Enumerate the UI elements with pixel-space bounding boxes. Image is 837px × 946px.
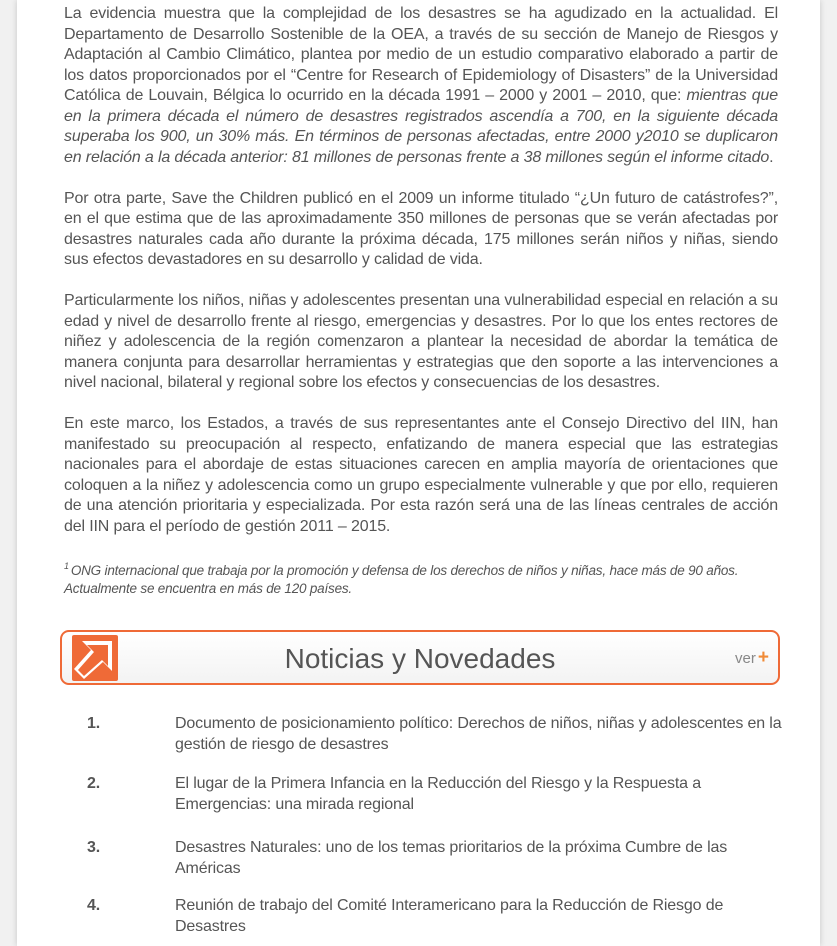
- news-item-number: 1.: [87, 715, 101, 732]
- ver-label: ver: [735, 650, 756, 667]
- news-list: [87, 714, 787, 940]
- news-item-number: 3.: [87, 839, 101, 856]
- paragraph-2: Por otra parte, Save the Children publicó en el 2009 un informe titulado “¿Un futuro de catástrofes?”, en el que estima que de las aproximadamente 350 millones de personas que se verán afectadas por desastres naturales cada año durante la próxima década, 175 millones serán niños y niñas, siendo sus efectos devastadores en su desarrollo y calidad de vida.: [64, 189, 778, 268]
- news-item-number: 2.: [87, 775, 101, 792]
- paragraph-1-quote: mientras que en la primera década el número de desastres registrados ascendía a 700, en la siguiente década superaba los 900, un 30% más. En términos de personas afectadas, entre 2000 y2010 se duplicaron en relación a la década anterior: 81 millones de personas frente a 38 millones según el informe citado: [64, 87, 778, 166]
- news-item-link[interactable]: Reunión de trabajo del Comité Interamericano para la Reducción de Riesgo de Desastres: [175, 897, 724, 935]
- news-title: Noticias y Novedades: [284, 643, 556, 674]
- news-section-header: [60, 630, 780, 685]
- paragraph-1: [64, 4, 778, 168]
- footnote-text: ONG internacional que trabaja por la promoción y defensa de los derechos de niños y niñas, hace más de 90 años. Actualmente se encuentra en más de 120 países.: [64, 563, 739, 596]
- footnote: [64, 557, 778, 598]
- news-item-link[interactable]: El lugar de la Primera Infancia en la Reducción del Riesgo y la Respuesta a Emergencias: una mirada regional: [175, 775, 701, 813]
- article-body: [64, 4, 778, 598]
- paragraph-4: En este marco, los Estados, a través de sus representantes ante el Consejo Directivo del IIN, han manifestado su preocupación al respecto, enfatizando de manera especial que las estrategias nacionales para el abordaje de estas situaciones carecen en amplia mayoría de orientaciones que coloquen a la niñez y adolescencia como un grupo especialmente vulnerable y que por ello, requieren de una atención prioritaria y especializada. Por esta razón será una de las líneas centrales de acción del IIN para el período de gestión 2011 – 2015.: [64, 415, 778, 535]
- news-item-number: 4.: [87, 897, 101, 914]
- news-item-1[interactable]: [87, 714, 787, 774]
- page-container: [17, 0, 820, 946]
- ver-more-link[interactable]: [735, 649, 769, 668]
- plus-icon: +: [757, 647, 769, 668]
- news-item-link[interactable]: Desastres Naturales: uno de los temas prioritarios de la próxima Cumbre de las Américas: [175, 839, 728, 877]
- news-item-link[interactable]: Documento de posicionamiento político: Derechos de niños, niñas y adolescentes en la gestión de riesgo de desastres: [175, 715, 782, 753]
- paragraph-3: Particularmente los niños, niñas y adolescentes presentan una vulnerabilidad especial en relación a su edad y nivel de desarrollo frente al riesgo, emergencias y desastres. Por lo que los entes rectores de niñez y adolescencia de la región comenzaron a plantear la necesidad de abordar la temática de manera conjunta para desarrollar herramientas y estrategias que den soporte a las intervenciones a nivel nacional, bilateral y regional sobre los efectos y consecuencias de los desastres.: [64, 292, 778, 391]
- news-item-3[interactable]: [87, 838, 787, 896]
- news-item-4[interactable]: [87, 896, 787, 940]
- news-item-2[interactable]: [87, 774, 787, 838]
- footnote-marker: 1: [64, 561, 69, 571]
- paragraph-1-end: .: [769, 148, 774, 166]
- paragraph-1-text: La evidencia muestra que la complejidad de los desastres se ha agudizado en la actualidad. El Departamento de Desarrollo Sostenible de la OEA, a través de su sección de Manejo de Riesgos y Adaptación al Cambio Climático, plantea por medio de un estudio comparativo elaborado a partir de los datos proporcionados por el “Centre for Research of Epidemiology of Disasters” de la Universidad Católica de Louvain, Bélgica lo ocurrido en la década 1991 – 2000 y 2001 – 2010, que:: [64, 5, 778, 104]
